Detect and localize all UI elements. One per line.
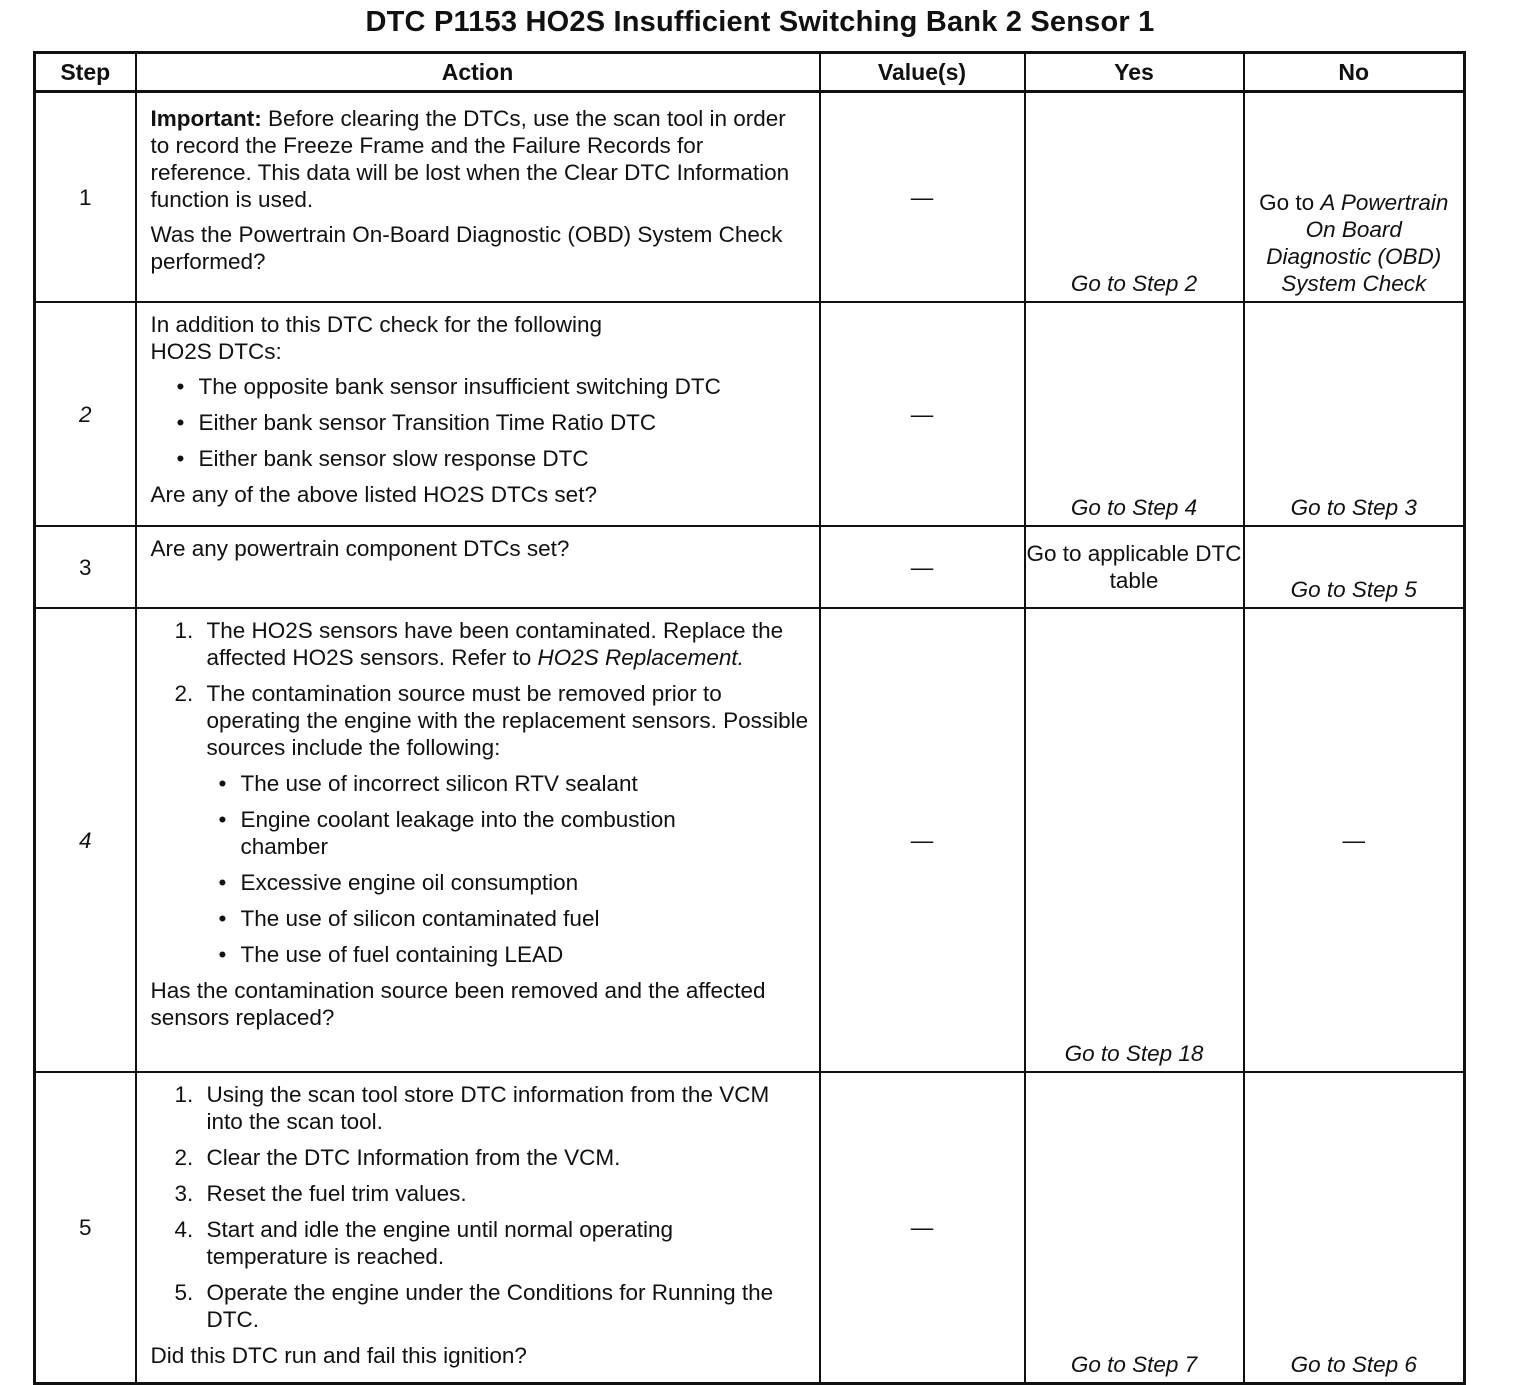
- step-number: 4: [35, 608, 136, 1072]
- action-cell: [136, 526, 820, 608]
- list-item: [175, 617, 809, 671]
- list-item: • Either bank sensor slow response DTC: [177, 445, 809, 472]
- yes-cell: Go to Step 18: [1025, 608, 1244, 1072]
- table-row: [35, 526, 1465, 608]
- no-prefix: Go to: [1259, 190, 1321, 215]
- list-item: [175, 1081, 809, 1135]
- yes-cell: Go to Step 7: [1025, 1072, 1244, 1384]
- table-row: [35, 1072, 1465, 1384]
- no-cell: Go to Step 5: [1244, 526, 1465, 608]
- item-text: The HO2S sensors have been contaminated. Replace the affected HO2S sensors. Refer to: [206, 618, 784, 670]
- diagnostic-table: [33, 51, 1466, 1385]
- header-step: Step: [35, 53, 136, 92]
- header-no: No: [1244, 53, 1465, 92]
- list-item: • Engine coolant leakage into the combustion chamber: [219, 806, 809, 860]
- step-question: Are any of the above listed HO2S DTCs set?: [150, 482, 597, 507]
- step-number: 5: [35, 1072, 136, 1384]
- table-row: [35, 608, 1465, 1072]
- list-item: [175, 1180, 809, 1207]
- header-action: Action: [136, 53, 820, 92]
- list-item: • Excessive engine oil consumption: [219, 869, 809, 896]
- value-cell: —: [820, 608, 1025, 1072]
- list-item: • The use of fuel containing LEAD: [219, 941, 809, 968]
- list-item: • The opposite bank sensor insufficient switching DTC: [177, 373, 809, 400]
- item-text: The contamination source must be removed prior to operating the engine with the replacement sensors. Possible sources include the following:: [206, 681, 809, 760]
- list-item: • Either bank sensor Transition Time Ratio DTC: [177, 409, 809, 436]
- value-cell: —: [820, 92, 1025, 303]
- header-yes: Yes: [1025, 53, 1244, 92]
- bullet-list: [151, 373, 809, 472]
- item-text: Clear the DTC Information from the VCM.: [206, 1145, 621, 1170]
- list-item: [175, 1144, 809, 1171]
- list-item: • The use of silicon contaminated fuel: [219, 905, 809, 932]
- step-question: Did this DTC run and fail this ignition?: [150, 1343, 527, 1368]
- step-number: 2: [35, 302, 136, 526]
- step-number: 1: [35, 92, 136, 303]
- no-cell: Go to Step 3: [1244, 302, 1465, 526]
- item-text: Operate the engine under the Conditions for Running the DTC.: [206, 1280, 774, 1332]
- list-item: [175, 680, 809, 968]
- page-title: DTC P1153 HO2S Insufficient Switching Bank 2 Sensor 1: [365, 6, 1155, 38]
- yes-cell: Go to Step 4: [1025, 302, 1244, 526]
- item-text: Using the scan tool store DTC information from the VCM into the scan tool.: [206, 1082, 770, 1134]
- value-cell: —: [820, 302, 1025, 526]
- action-cell: [136, 302, 820, 526]
- table-row: [35, 302, 1465, 526]
- list-item: [175, 1216, 809, 1270]
- item-reference: HO2S Replacement.: [537, 645, 744, 670]
- action-cell: [136, 1072, 820, 1384]
- value-cell: —: [820, 1072, 1025, 1384]
- value-cell: —: [820, 526, 1025, 608]
- no-reference: A Powertrain On Board Diagnostic (OBD) System Check: [1266, 190, 1449, 296]
- item-number: 5.: [174, 1280, 194, 1305]
- action-cell: [136, 608, 820, 1072]
- item-number: 4.: [174, 1217, 194, 1242]
- item-text: Start and idle the engine until normal operating temperature is reached.: [206, 1217, 674, 1269]
- numbered-list: [151, 1081, 809, 1333]
- item-text: Reset the fuel trim values.: [206, 1181, 467, 1206]
- step-number: 3: [35, 526, 136, 608]
- step-question: Has the contamination source been removed and the affected sensors replaced?: [150, 978, 766, 1030]
- item-number: 1.: [174, 1082, 194, 1107]
- item-number: 2.: [174, 681, 194, 706]
- header-values: Value(s): [820, 53, 1025, 92]
- action-cell: [136, 92, 820, 303]
- numbered-list: [151, 617, 809, 968]
- step-intro: In addition to this DTC check for the following HO2S DTCs:: [150, 312, 602, 364]
- no-cell: Go to Step 6: [1244, 1072, 1465, 1384]
- important-note: [151, 105, 809, 213]
- header-row: [35, 53, 1465, 92]
- step-question: Was the Powertrain On-Board Diagnostic (OBD) System Check performed?: [150, 222, 783, 274]
- step-question: Are any powertrain component DTCs set?: [150, 536, 570, 561]
- no-cell: —: [1244, 608, 1465, 1072]
- bullet-list: [207, 770, 809, 968]
- list-item: • The use of incorrect silicon RTV sealant: [219, 770, 809, 797]
- yes-cell: Go to Step 2: [1025, 92, 1244, 303]
- no-cell: [1244, 92, 1465, 303]
- list-item: [175, 1279, 809, 1333]
- table-row: [35, 92, 1465, 303]
- yes-cell: Go to applicable DTC table: [1025, 526, 1244, 608]
- item-number: 3.: [174, 1181, 194, 1206]
- item-number: 2.: [174, 1145, 194, 1170]
- item-number: 1.: [174, 618, 194, 643]
- important-text: Before clearing the DTCs, use the scan tool in order to record the Freeze Frame and the Failure Records for reference. This data will be lost when the Clear DTC Information function is used.: [150, 106, 790, 212]
- important-label: Important:: [150, 106, 262, 131]
